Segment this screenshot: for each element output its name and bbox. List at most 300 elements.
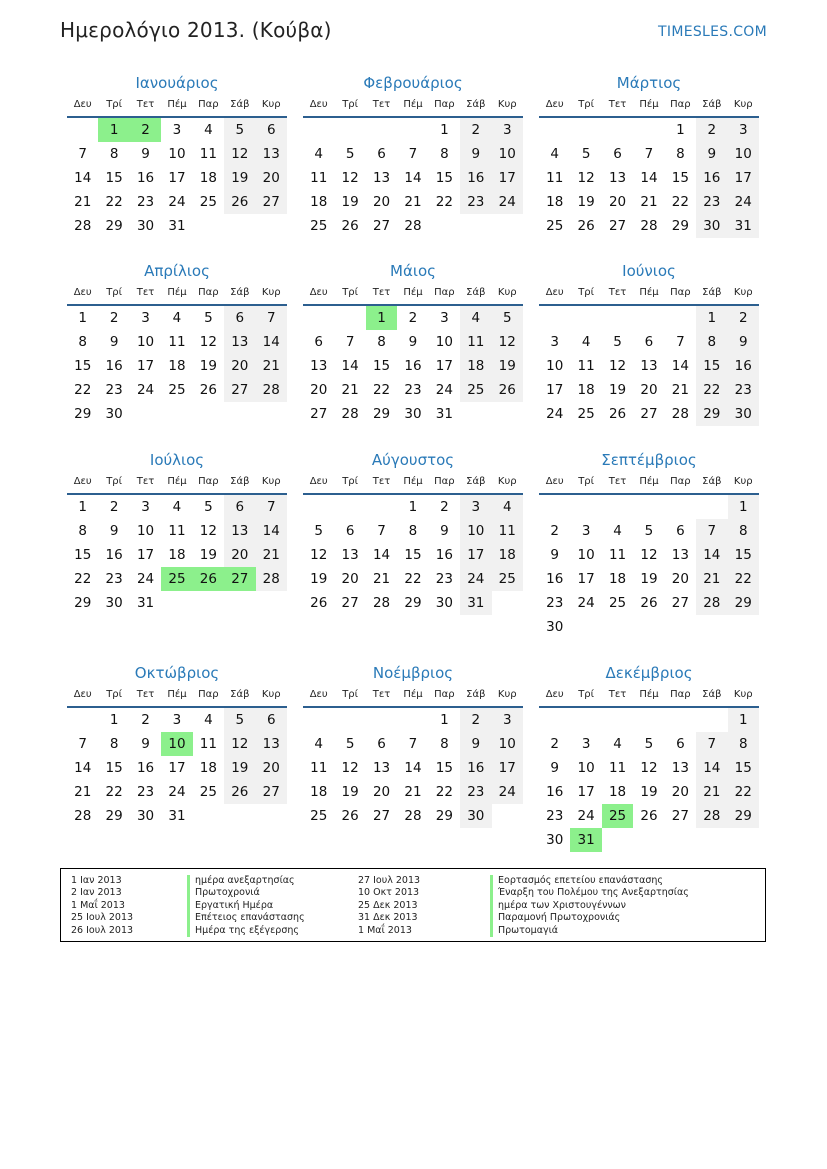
day-cell: 17 [492,166,523,190]
day-cell: 23 [546,808,564,824]
weekday-header: Κυρ [492,94,523,118]
day-cell: 23 [105,382,123,398]
month-name: Ιούλιος [149,451,205,469]
day-cell: 17 [435,358,453,374]
weekday-header: Δευ [303,471,334,495]
day-cell: 28 [696,591,727,615]
day-cell: 26 [341,808,359,824]
day-cell: 20 [372,194,391,210]
day-cell: 22 [74,571,92,587]
empty-day-cell [224,591,255,615]
day-cell: 26 [608,406,627,422]
day-cell: 31 [728,214,759,238]
month-name: Απρίλιος [144,262,210,280]
day-cell: 18 [460,354,491,378]
day-cell: 18 [577,382,595,398]
day-cell: 2 [460,118,491,142]
day-cell: 14 [74,170,92,186]
empty-day-cell [539,306,570,330]
day-cell: 31 [435,406,453,422]
day-cell: 25 [168,382,186,398]
empty-day-cell [696,615,727,639]
weekday-header: Πέμ [161,684,192,708]
day-cell: 5 [345,146,355,162]
day-cell: 3 [581,736,591,752]
weekday-header: Πέμ [161,282,192,306]
day-cell: 12 [199,334,217,350]
day-cell: 1 [109,712,119,728]
day-cell: 23 [696,190,727,214]
empty-day-cell [429,214,460,238]
day-cell: 19 [199,358,217,374]
day-cell: 11 [168,334,186,350]
day-cell: 2 [728,306,759,330]
weekday-header: Παρ [665,94,696,118]
day-cell: 19 [577,194,595,210]
day-cell: 10 [577,760,595,776]
day-cell: 2 [460,708,491,732]
day-cell: 10 [577,547,595,563]
weekday-header: Παρ [193,282,224,306]
day-cell: 23 [136,784,155,800]
weekday-header: Τετ [130,94,161,118]
day-cell: 11 [460,330,491,354]
weekday-header: Πέμ [397,684,428,708]
empty-day-cell [633,828,664,852]
day-cell: 3 [550,334,559,350]
day-cell: 23 [460,190,491,214]
weekday-header: Παρ [429,471,460,495]
weekday-header: Σάβ [224,471,255,495]
empty-day-cell [492,402,523,426]
empty-day-cell [492,214,523,238]
month-grid [67,282,287,426]
day-cell: 15 [372,358,391,374]
empty-day-cell [366,708,397,732]
legend-dates-right [358,875,420,937]
empty-day-cell [193,214,224,238]
day-cell: 24 [136,571,155,587]
day-cell: 8 [440,736,449,752]
legend-date: 1 Μαΐ 2013 [358,924,412,936]
day-cell: 30 [696,214,727,238]
day-cell: 17 [168,170,186,186]
weekday-header: Τετ [366,282,397,306]
day-cell: 9 [460,142,491,166]
day-cell: 6 [314,334,323,350]
holiday-day-cell: 1 [366,306,397,330]
day-cell: 17 [168,760,186,776]
legend-date: 26 Ιουλ 2013 [71,924,134,936]
day-cell: 6 [377,146,386,162]
day-cell: 19 [224,756,255,780]
day-cell: 15 [728,756,759,780]
day-cell: 2 [550,736,559,752]
day-cell: 12 [492,330,523,354]
empty-day-cell [696,708,727,732]
day-cell: 13 [608,170,627,186]
day-cell: 7 [78,736,87,752]
day-cell: 11 [310,760,328,776]
day-cell: 5 [644,736,654,752]
day-cell: 3 [728,118,759,142]
day-cell: 5 [581,146,591,162]
day-cell: 1 [440,712,449,728]
day-cell: 13 [341,547,359,563]
empty-day-cell [665,306,696,330]
day-cell: 30 [435,595,453,611]
weekday-header: Τρί [98,684,129,708]
day-cell: 9 [109,523,119,539]
day-cell: 25 [460,378,491,402]
day-cell: 9 [141,736,150,752]
weekday-header: Σάβ [224,94,255,118]
day-cell: 18 [492,543,523,567]
day-cell: 14 [256,519,287,543]
holiday-day-cell: 31 [570,828,601,852]
day-cell: 13 [671,760,689,776]
weekday-header: Τετ [130,282,161,306]
empty-day-cell [256,591,287,615]
day-cell: 6 [224,306,255,330]
day-cell: 28 [696,804,727,828]
day-cell: 7 [676,334,685,350]
empty-day-cell [130,402,161,426]
weekday-header: Παρ [193,94,224,118]
weekday-header: Τετ [130,684,161,708]
legend-date: 10 Οκτ 2013 [358,887,420,899]
day-cell: 13 [224,519,255,543]
day-cell: 21 [74,784,92,800]
day-cell: 7 [644,146,654,162]
day-cell: 14 [372,547,391,563]
day-cell: 26 [310,595,328,611]
day-cell: 30 [546,619,564,635]
month-calendar [539,449,759,639]
day-cell: 1 [440,122,449,138]
day-cell: 17 [492,756,523,780]
day-cell: 11 [199,146,217,162]
weekday-header: Πέμ [161,94,192,118]
month-name: Ιούνιος [622,262,676,280]
day-cell: 25 [577,406,595,422]
day-cell: 23 [136,194,155,210]
day-cell: 4 [613,736,622,752]
day-cell: 22 [435,194,453,210]
day-cell: 28 [256,567,287,591]
day-cell: 10 [460,519,491,543]
day-cell: 16 [460,756,491,780]
day-cell: 16 [404,358,422,374]
day-cell: 12 [199,523,217,539]
day-cell: 28 [671,406,689,422]
day-cell: 6 [644,334,654,350]
day-cell: 6 [676,736,685,752]
weekday-header: Τρί [334,684,365,708]
day-cell: 7 [377,523,386,539]
day-cell: 27 [256,190,287,214]
weekday-header: Δευ [67,684,98,708]
day-cell: 9 [109,334,119,350]
day-cell: 9 [408,334,418,350]
day-cell: 10 [136,523,155,539]
day-cell: 20 [256,166,287,190]
day-cell: 8 [78,334,87,350]
day-cell: 14 [74,760,92,776]
day-cell: 16 [105,358,123,374]
day-cell: 18 [310,194,328,210]
day-cell: 5 [492,306,523,330]
month-name: Σεπτέμβριος [601,451,697,469]
day-cell: 15 [74,358,92,374]
legend-date: 1 Ιαν 2013 [71,875,122,886]
day-cell: 11 [168,523,186,539]
day-cell: 27 [372,218,391,234]
weekday-header: Τρί [570,94,601,118]
day-cell: 18 [168,358,186,374]
day-cell: 26 [199,382,217,398]
day-cell: 17 [136,358,155,374]
empty-day-cell [161,591,192,615]
empty-day-cell [193,591,224,615]
empty-day-cell [665,708,696,732]
day-cell: 24 [577,808,595,824]
weekday-header: Κυρ [256,471,287,495]
day-cell: 21 [404,194,422,210]
day-cell: 15 [105,760,123,776]
day-cell: 9 [728,330,759,354]
month-name: Αύγουστος [371,451,455,469]
day-cell: 21 [256,354,287,378]
day-cell: 8 [109,146,119,162]
weekday-header: Τρί [334,471,365,495]
month-name: Μάιος [390,262,436,280]
day-cell: 17 [577,784,595,800]
legend-date: 2 Ιαν 2013 [71,887,122,899]
empty-day-cell [224,402,255,426]
weekday-header: Πέμ [397,471,428,495]
day-cell: 22 [728,780,759,804]
day-cell: 26 [640,808,658,824]
day-cell: 16 [136,170,155,186]
day-cell: 30 [105,595,123,611]
day-cell: 3 [440,310,449,326]
day-cell: 21 [696,780,727,804]
weekday-header: Κυρ [728,94,759,118]
month-calendar [303,662,523,828]
day-cell: 6 [676,523,685,539]
empty-day-cell [366,495,397,519]
day-cell: 20 [671,571,689,587]
day-cell: 1 [728,495,759,519]
day-cell: 31 [460,591,491,615]
empty-day-cell [570,306,601,330]
day-cell: 8 [728,519,759,543]
legend-date: 25 Ιουλ 2013 [71,912,134,924]
day-cell: 1 [408,499,418,515]
month-calendar [303,260,523,426]
day-cell: 22 [372,382,391,398]
day-cell: 14 [404,760,422,776]
day-cell: 14 [671,358,689,374]
weekday-header: Δευ [539,684,570,708]
weekday-header: Κυρ [728,471,759,495]
weekday-header: Σάβ [224,282,255,306]
day-cell: 22 [105,194,123,210]
day-cell: 22 [671,194,689,210]
weekday-header: Παρ [429,94,460,118]
day-cell: 2 [696,118,727,142]
day-cell: 4 [550,146,559,162]
day-cell: 24 [546,406,564,422]
day-cell: 29 [671,218,689,234]
day-cell: 10 [546,358,564,374]
day-cell: 25 [310,808,328,824]
month-grid [303,282,523,426]
holiday-day-cell: 27 [224,567,255,591]
holiday-day-cell: 2 [130,118,161,142]
day-cell: 2 [109,310,119,326]
legend-names-right [490,875,689,937]
weekday-header: Παρ [665,282,696,306]
day-cell: 21 [671,382,689,398]
weekday-header: Τετ [366,94,397,118]
day-cell: 5 [644,523,654,539]
month-calendar [539,72,759,238]
empty-day-cell [633,615,664,639]
day-cell: 10 [168,146,186,162]
day-cell: 28 [404,218,422,234]
month-calendar [67,72,287,238]
day-cell: 1 [728,708,759,732]
empty-day-cell [665,828,696,852]
day-cell: 26 [224,780,255,804]
day-cell: 22 [435,784,453,800]
month-name: Δεκέμβριος [605,664,693,682]
day-cell: 16 [696,166,727,190]
day-cell: 21 [74,194,92,210]
day-cell: 24 [460,567,491,591]
day-cell: 13 [372,760,391,776]
empty-day-cell [602,306,633,330]
day-cell: 2 [109,499,119,515]
day-cell: 22 [728,567,759,591]
month-name: Νοέμβριος [372,664,454,682]
empty-day-cell [492,591,523,615]
empty-day-cell [161,402,192,426]
day-cell: 21 [404,784,422,800]
day-cell: 26 [341,218,359,234]
day-cell: 18 [608,784,627,800]
day-cell: 5 [314,523,323,539]
day-cell: 15 [74,547,92,563]
day-cell: 1 [676,122,685,138]
weekday-header: Δευ [539,471,570,495]
empty-day-cell [256,214,287,238]
month-grid [303,94,523,238]
weekday-header: Τρί [98,471,129,495]
day-cell: 27 [671,595,689,611]
day-cell: 29 [728,591,759,615]
day-cell: 29 [435,808,453,824]
day-cell: 5 [613,334,622,350]
month-grid [67,684,287,828]
weekday-header: Δευ [303,94,334,118]
day-cell: 19 [199,547,217,563]
day-cell: 20 [640,382,658,398]
day-cell: 8 [676,146,685,162]
weekday-header: Δευ [67,471,98,495]
day-cell: 30 [728,402,759,426]
day-cell: 30 [404,406,422,422]
weekday-header: Δευ [303,684,334,708]
month-calendar [539,662,759,852]
legend-holiday-name: Πρωτομαγιά [490,925,689,937]
day-cell: 12 [341,170,359,186]
day-cell: 9 [141,146,150,162]
day-cell: 11 [492,519,523,543]
day-cell: 20 [372,784,391,800]
day-cell: 23 [728,378,759,402]
weekday-header: Παρ [193,471,224,495]
empty-day-cell [539,495,570,519]
day-cell: 9 [550,760,559,776]
empty-day-cell [224,214,255,238]
month-grid [303,684,523,828]
day-cell: 13 [640,358,658,374]
day-cell: 28 [256,378,287,402]
day-cell: 12 [577,170,595,186]
empty-day-cell [193,804,224,828]
weekday-header: Τρί [570,684,601,708]
day-cell: 3 [172,122,182,138]
day-cell: 8 [78,523,87,539]
day-cell: 19 [310,571,328,587]
day-cell: 16 [435,547,453,563]
holiday-day-cell: 1 [98,118,129,142]
day-cell: 18 [199,760,217,776]
legend-dates-left [71,875,133,937]
day-cell: 15 [105,170,123,186]
empty-day-cell [303,708,334,732]
day-cell: 29 [372,406,391,422]
weekday-header: Κυρ [256,684,287,708]
day-cell: 19 [224,166,255,190]
brand-link[interactable]: TIMESLES.COM [658,24,767,40]
day-cell: 7 [408,146,418,162]
day-cell: 3 [141,310,150,326]
empty-day-cell [539,118,570,142]
month-grid [539,94,759,238]
empty-day-cell [570,708,601,732]
weekday-header: Πέμ [633,471,664,495]
page-title: Ημερολόγιο 2013. (Κούβα) [60,18,332,42]
day-cell: 31 [136,595,155,611]
month-grid [539,471,759,639]
weekday-header: Πέμ [161,471,192,495]
day-cell: 28 [372,595,391,611]
day-cell: 3 [492,708,523,732]
day-cell: 8 [109,736,119,752]
day-cell: 5 [224,708,255,732]
day-cell: 30 [136,808,155,824]
day-cell: 31 [168,808,186,824]
day-cell: 14 [696,756,727,780]
day-cell: 14 [256,330,287,354]
empty-day-cell [570,118,601,142]
month-calendar [303,449,523,615]
day-cell: 9 [440,523,449,539]
